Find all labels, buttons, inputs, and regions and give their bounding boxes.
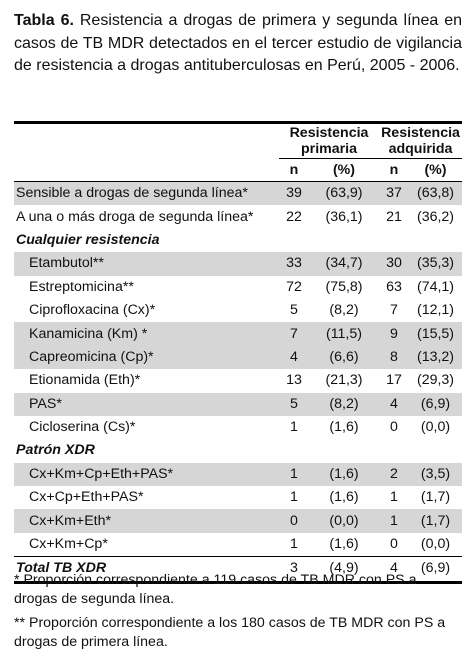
section-row [14,439,462,462]
cell-n-acquired: 30 [379,252,409,275]
cell-n-acquired: 1 [379,509,409,532]
cell-n-primary: 1 [290,489,298,506]
cell-n-acquired: 37 [379,182,409,206]
cell-pct-acquired: (3,5) [409,463,462,486]
header-n-primary: n [279,159,309,182]
row-label: Sensible a drogas de segunda línea* [14,182,279,206]
cell-pct-primary: (8,2) [329,302,359,319]
cell-pct-primary: (1,6) [329,489,359,506]
caption-text: Resistencia a drogas de primera y segunda línea en casos de TB MDR detectados en el tercer estudio de vigilancia de resistencia a drogas antituberculosas en Perú, 2005 - 2006. [14,12,462,74]
cell-n-primary: 5 [279,393,309,416]
cell-pct-primary: (63,9) [309,182,379,206]
cell-pct-primary: (11,5) [309,322,379,345]
row-label: Etionamida (Eth)* [29,372,141,389]
table-row [14,205,462,228]
cell-pct-primary: (34,7) [309,252,379,275]
header-primary-resistance: Resistencia primaria [279,124,379,159]
row-label: Cx+Km+Eth* [14,509,279,532]
header-blank [14,124,279,159]
row-label: Kanamicina (Km) * [14,322,279,345]
row-label: Cx+Km+Cp+Eth+PAS* [14,463,279,486]
cell-n-acquired: 63 [386,278,402,295]
cell-n-primary: 1 [290,419,298,436]
total-pct-acquired: (6,9) [409,557,462,582]
table-row [14,486,462,509]
cell-n-acquired: 2 [379,463,409,486]
cell-pct-acquired: (13,2) [409,346,462,369]
caption-label: Tabla 6. [14,12,74,29]
cell-n-acquired: 7 [390,302,398,319]
cell-n-acquired: 8 [379,346,409,369]
header-n-acquired: n [379,159,409,182]
cell-pct-acquired: (12,1) [416,302,455,319]
cell-pct-primary: (1,6) [329,419,359,436]
table-row [14,509,462,532]
footnote-2: ** Proporción correspondiente a los 180 casos de TB MDR con PS a drogas de primera línea. [14,615,446,650]
table-body [14,182,462,583]
total-n-primary: 3 [279,557,309,582]
cell-n-acquired: 1 [390,489,398,506]
cell-n-acquired: 4 [379,393,409,416]
cell-n-primary: 33 [279,252,309,275]
table-row [14,463,462,486]
cell-n-primary: 0 [279,509,309,532]
cell-pct-primary: (21,3) [325,372,363,389]
table-row [14,393,462,416]
cell-pct-primary: (1,6) [329,536,359,553]
header-pct-acquired: (%) [409,159,462,182]
row-label: Ciprofloxacina (Cx)* [29,302,156,319]
total-pct-primary: (4,9) [309,557,379,582]
cell-n-acquired: 0 [390,419,398,436]
cell-pct-primary: (6,6) [309,346,379,369]
results-table [14,121,462,584]
cell-n-primary: 1 [279,463,309,486]
header-pct-primary: (%) [309,159,379,182]
row-label: Etambutol** [14,252,279,275]
cell-pct-primary: (8,2) [309,393,379,416]
cell-pct-primary: (1,6) [309,463,379,486]
cell-pct-acquired: (74,1) [416,278,455,295]
cell-pct-acquired: (15,5) [409,322,462,345]
cell-n-primary: 13 [286,372,302,389]
table-row [14,533,462,557]
section-label: Patrón XDR [16,442,95,459]
cell-n-acquired: 0 [390,536,398,553]
cell-pct-acquired: (35,3) [409,252,462,275]
row-label: Estreptomicina** [29,278,134,295]
row-label: PAS* [14,393,279,416]
cell-pct-acquired: (29,3) [416,372,455,389]
row-label: Cicloserina (Cs)* [29,419,136,436]
row-label: Cx+Km+Cp* [29,536,108,553]
cell-pct-acquired: (0,0) [420,536,451,553]
cell-n-primary: 39 [279,182,309,206]
cell-n-primary: 22 [286,208,302,225]
table-caption [14,10,462,78]
cell-pct-primary: (0,0) [309,509,379,532]
cell-pct-acquired: (1,7) [409,509,462,532]
cell-n-acquired: 21 [386,208,402,225]
cell-n-primary: 4 [279,346,309,369]
table-row [14,276,462,299]
cell-n-acquired: 9 [379,322,409,345]
cell-n-primary: 5 [290,302,298,319]
cell-n-primary: 72 [286,278,302,295]
total-label: Total TB XDR [14,557,279,582]
cell-n-primary: 1 [290,536,298,553]
results-table-wrap [14,121,462,584]
cell-pct-acquired: (6,9) [409,393,462,416]
cell-pct-primary: (36,1) [325,208,363,225]
table-row [14,252,462,275]
cell-pct-primary: (75,8) [325,278,363,295]
cell-pct-acquired: (1,7) [420,489,451,506]
row-label: Capreomicina (Cp)* [14,346,279,369]
section-label: Cualquier resistencia [16,231,160,248]
cell-pct-acquired: (0,0) [420,419,451,436]
header-acquired-resistance: Resistencia adquirida [379,124,462,159]
table-row [14,369,462,392]
cell-n-primary: 7 [279,322,309,345]
footnotes [14,571,462,657]
row-label: Cx+Cp+Eth+PAS* [29,489,144,506]
cell-pct-acquired: (36,2) [416,208,455,225]
row-label: A una o más droga de segunda línea* [16,208,254,225]
table-row [14,346,462,369]
table-row [14,182,462,206]
cell-pct-acquired: (63,8) [409,182,462,206]
footnote-1: * Proporción correspondiente a 119 casos de TB MDR con PS a drogas de segunda línea. [14,572,417,607]
cell-n-acquired: 17 [386,372,402,389]
section-row [14,229,462,252]
table-row [14,322,462,345]
table-row [14,416,462,439]
table-row [14,299,462,322]
total-n-acquired: 4 [379,557,409,582]
header-blank-sub [14,159,279,182]
